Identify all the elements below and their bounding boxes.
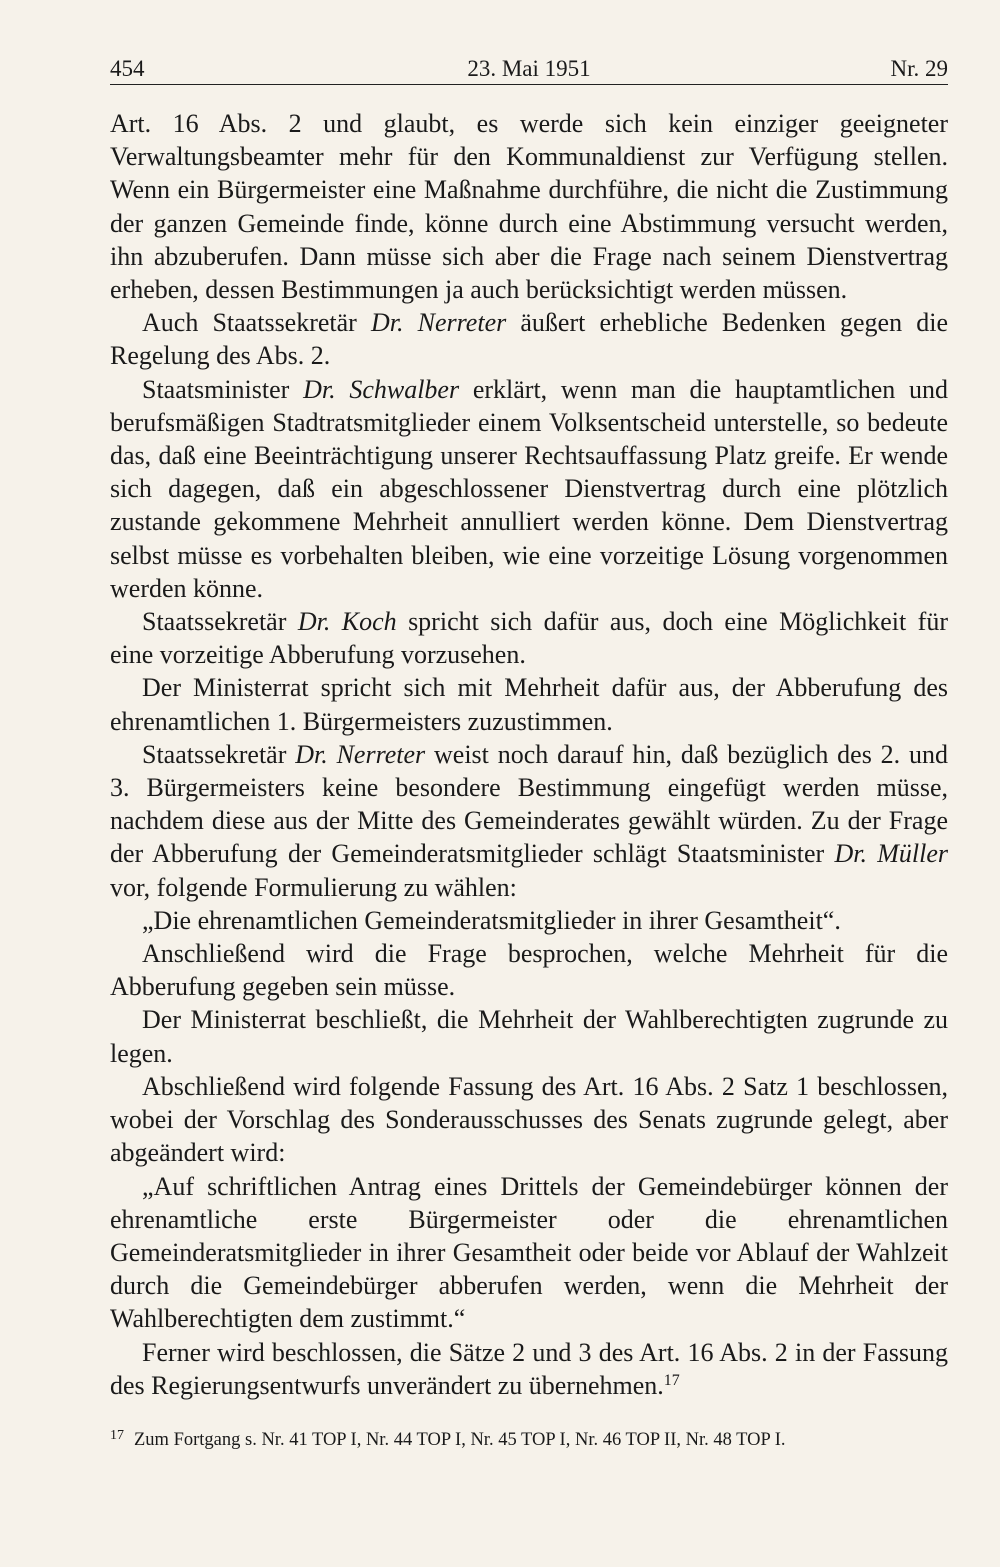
header-date: 23. Mai 1951 [467,56,591,81]
person-name: Dr. Nerreter [371,308,507,338]
paragraph-2 [110,306,948,372]
document-number: Nr. 29 [890,56,948,81]
text-span: Ferner wird beschlossen, die Sätze 2 und 3 des Art. 16 Abs. 2 in der Fassung des Regierungsentwurfs unverändert zu übernehmen. [110,1337,948,1400]
text-span: vor, folgende Formulierung zu wählen: [110,872,517,902]
footnote-text: Zum Fortgang s. Nr. 41 TOP I, Nr. 44 TOP I, Nr. 45 TOP I, Nr. 46 TOP II, Nr. 48 TOP I. [134,1429,786,1450]
paragraph-9: Abschließend wird folgende Fassung des Art. 16 Abs. 2 Satz 1 beschlossen, wobei der Vorschlag des Sonderausschusses des Senats zugrunde gelegt, aber abgeändert wird: [110,1071,948,1168]
person-name: Dr. Nerreter [295,739,426,769]
running-head [110,50,948,85]
person-name: Dr. Schwalber [303,374,460,404]
paragraph-1: Art. 16 Abs. 2 und glaubt, es werde sich kein einziger geeigneter Verwaltungsbeamter mehr für den Kommunaldienst zur Verfügung stellen. Wenn ein Bürgermeister eine Maßnahme durchführe, die nicht die Zustimmung der ganzen Gemeinde finde, könne durch eine Abstimmung versucht werden, ihn abzuberufen. Dann müsse sich aber die Frage nach seinem Dienstvertrag erheben, dessen Bestimmungen ja auch berücksichtigt werden müssen. [110,109,948,305]
person-name: Dr. Müller [834,839,949,869]
paragraph-5: Der Ministerrat spricht sich mit Mehrheit dafür aus, der Abberufung des ehrenamtlichen 1. Bürgermeisters zuzustimmen. [110,673,948,736]
text-span: äußert erhebliche Bedenken gegen die Regelung des Abs. 2. [110,308,948,371]
footnote-reference: 17 [663,1371,680,1389]
page [110,50,948,1452]
text-span: Auch Staatssekretär [142,308,371,338]
paragraph-8: Der Ministerrat beschließt, die Mehrheit der Wahlberechtigten zugrunde zu legen. [110,1005,948,1068]
person-name: Dr. Koch [297,607,397,637]
text-span: Staatssekretär [142,607,298,637]
text-span: erklärt, wenn man die hauptamtlichen und berufsmäßigen Stadtratsmitglieder einem Volksentscheid unterstelle, so bedeute das, daß eine Beeinträchtigung unserer Rechtsauffassung Platz greife. Er wende sich dagegen, daß ein abgeschlossener Dienstvertrag durch eine plötzlich zustande gekommene Mehrheit annulliert werden könne. Dem Dienstvertrag selbst müsse es vorbehalten bleiben, wie eine vorzeitige Lösung vorgenommen werden könne. [110,374,949,603]
page-number: 454 [110,56,145,81]
footnote [110,1424,948,1452]
paragraph-7: Anschließend wird die Frage besprochen, welche Mehrheit für die Abberufung gegeben sein müsse. [110,939,948,1002]
text-span: weist noch darauf hin, daß bezüglich des 2. und 3. Bürgermeisters keine besondere Bestimmung eingefügt werden müsse, nachdem diese aus der Mitte des Gemeinderates gewählt würden. Zu der Frage der Abberufung der Gemeinderatsmitglieder schlägt Staatsminister [110,739,949,869]
body-text [110,107,948,1402]
paragraph-10 [110,1336,948,1402]
quotation-1: „Die ehrenamtlichen Gemeinderatsmitglieder in ihrer Gesamtheit“. [142,905,841,935]
footnote-number: 17 [110,1427,124,1443]
paragraph-4 [110,605,948,671]
paragraph-3 [110,373,948,605]
paragraph-6 [110,738,948,904]
text-span: spricht sich dafür aus, doch eine Möglichkeit für eine vorzeitige Abberufung vorzusehen. [110,607,948,670]
text-span: Staatsminister [142,374,304,404]
quotation-2: „Auf schriftlichen Antrag eines Drittels der Gemeindebürger können der ehrenamtliche erste Bürgermeister oder die ehrenamtlichen Gemeinderatsmitglieder in ihrer Gesamtheit oder beide vor Ablauf der Wahlzeit durch die Gemeindebürger abberufen werden, wenn die Mehrheit der Wahlberechtigten dem zustimmt.“ [110,1171,948,1334]
text-span: Staatssekretär [142,739,296,769]
